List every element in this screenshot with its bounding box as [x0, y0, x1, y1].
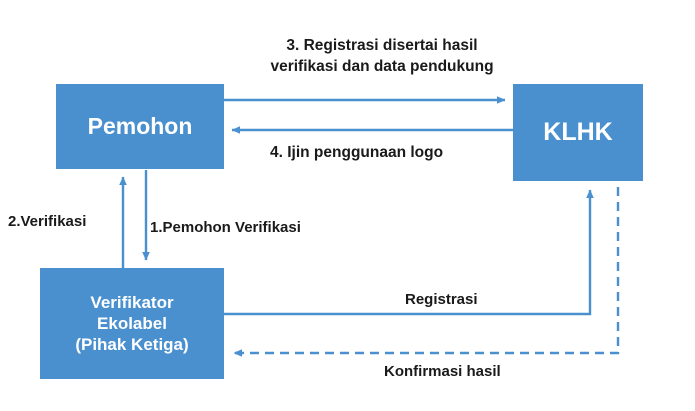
node-verifikator: [40, 268, 224, 379]
edge-label-registrasi-hasil-line1: 3. Registrasi disertai hasil: [286, 37, 478, 54]
edge-label-registrasi-hasil-line2: verifikasi dan data pendukung: [270, 57, 494, 75]
edge-label-registrasi: Registrasi: [405, 291, 478, 308]
node-verifikator-label-line3: (Pihak Ketiga): [75, 335, 189, 355]
node-verifikator-label-line1: Verifikator: [90, 292, 174, 312]
edge-label-ijin-logo: 4. Ijin penggunaan logo: [270, 144, 444, 161]
node-pemohon: [56, 84, 224, 169]
node-klhk-label: KLHK: [543, 117, 613, 146]
edge-label-registrasi-hasil: [247, 36, 517, 78]
node-klhk: [513, 84, 643, 181]
arrow-klhk-to-verifikator-konfirmasi: [234, 172, 618, 353]
node-verifikator-label-line2: Ekolabel: [97, 313, 167, 333]
node-pemohon-label: Pemohon: [87, 113, 193, 140]
edge-label-konfirmasi-hasil: Konfirmasi hasil: [384, 363, 501, 380]
edge-label-verifikasi: 2.Verifikasi: [8, 213, 87, 230]
edge-label-pemohon-verifikasi: 1.Pemohon Verifikasi: [150, 219, 301, 236]
